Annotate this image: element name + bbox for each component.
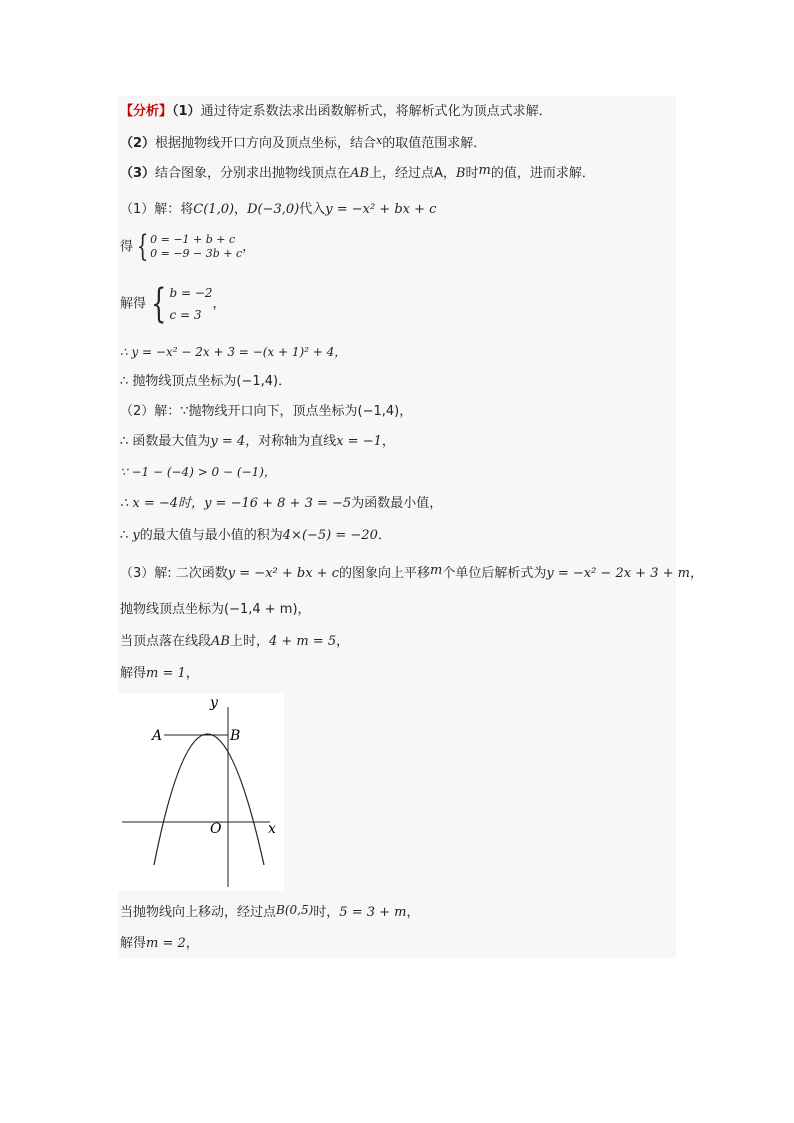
left-brace: { xyxy=(136,229,149,264)
solution1-line-5: ∴ 抛物线顶点坐标为(−1,4)． xyxy=(120,374,292,389)
parabola-graph xyxy=(118,693,284,891)
solution1-line-1: （1）解：将C(1,0)，D(−3,0)代入y = −x² + bx + c xyxy=(120,202,437,217)
solution2-line-3: ∵ −1 − (−4) > 0 − (−1)， xyxy=(120,465,276,479)
solution3-line-1: （3）解: 二次函数y = −x² + bx + c的图象向上平移m个单位后解析式为y = −x² − 2x + 3 + m， xyxy=(120,563,703,581)
label-origin: O xyxy=(210,821,222,837)
solution2-line-4: ∴ x = −4时，y = −16 + 8 + 3 = −5为函数最小值， xyxy=(120,496,443,511)
analysis-line-3: （3）结合图象，分别求出抛物线顶点在AB上，经过点A，B时m的值，进而求解． xyxy=(120,163,595,181)
solution3-line-4: 解得m = 1， xyxy=(120,666,199,681)
solution3-line-2: 抛物线顶点坐标为(−1,4 + m)， xyxy=(120,602,311,617)
solution2-line-1: （2）解：∵抛物线开口向下，顶点坐标为(−1,4)， xyxy=(120,404,413,419)
solution1-system-1: 得 { 0 = −1 + b + c 0 = −9 − 3b + c， xyxy=(120,229,256,264)
solution-panel xyxy=(118,96,703,958)
solution2-line-2: ∴ 函数最大值为y = 4，对称轴为直线x = −1， xyxy=(120,434,395,449)
solution2-line-5: ∴ y的最大值与最小值的积为4×(−5) = −20． xyxy=(120,528,391,543)
solution1-line-4: ∴ y = −x² − 2x + 3 = −(x + 1)² + 4， xyxy=(120,345,347,359)
solution3-line-3: 当顶点落在线段AB上时，4 + m = 5， xyxy=(120,634,350,649)
solution3-line-6: 解得m = 2， xyxy=(120,936,199,951)
analysis-line-1: 【分析】（1）通过待定系数法求出函数解析式，将解析式化为顶点式求解． xyxy=(120,104,552,119)
parabola-figure xyxy=(118,693,284,891)
solution1-system-2: 解得 { b = −2 c = 3， xyxy=(120,281,226,327)
label-x: x xyxy=(268,821,276,837)
solution3-line-5: 当抛物线向上移动，经过点B(0,5)时，5 = 3 + m， xyxy=(120,903,420,920)
label-a: A xyxy=(152,728,163,744)
analysis-line-2: （2）根据抛物线开口方向及顶点坐标，结合$^x$的取值范围求解． xyxy=(120,134,487,151)
left-brace: { xyxy=(151,281,167,327)
label-b: B xyxy=(230,728,241,744)
label-y: y xyxy=(210,695,218,711)
analysis-tag: 【分析】 xyxy=(120,104,173,119)
parabola-curve xyxy=(154,734,264,865)
